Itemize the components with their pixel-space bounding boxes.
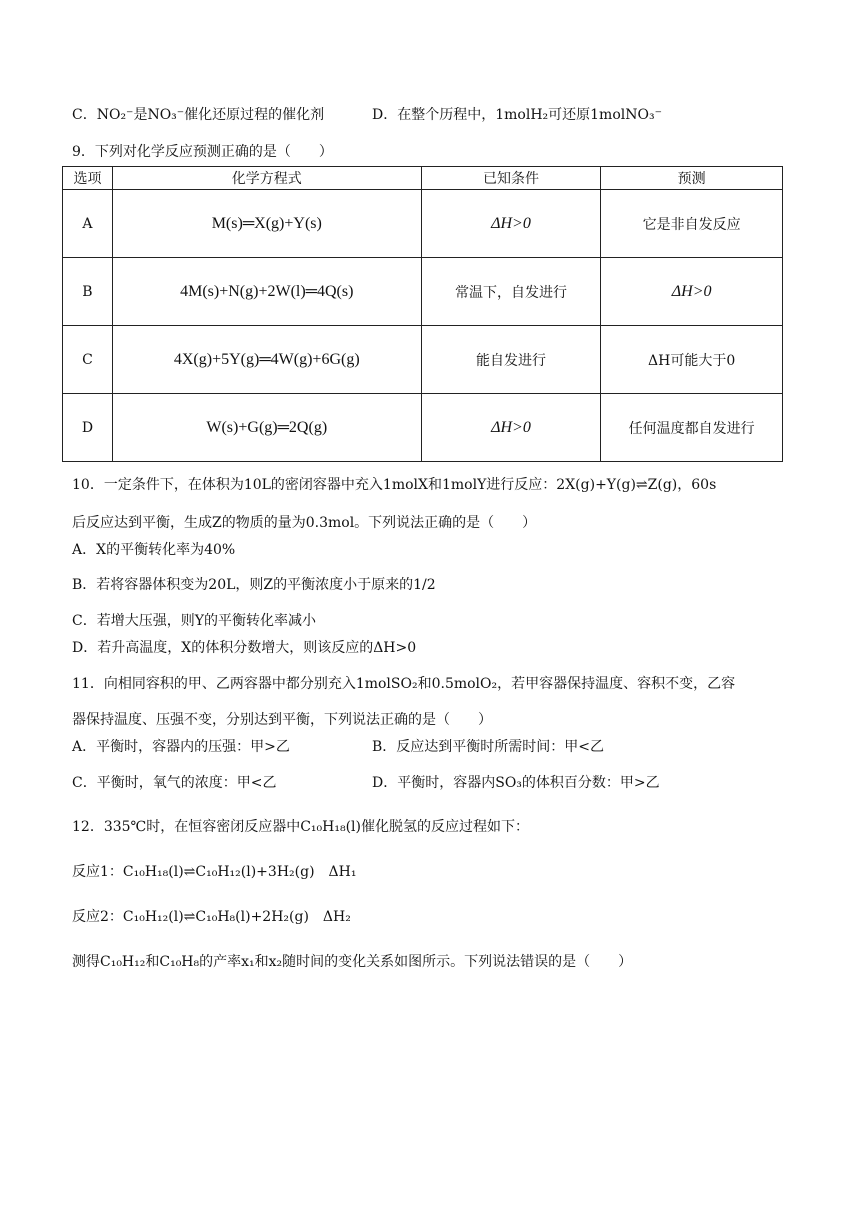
q11-option-a: A．平衡时，容器内的压强：甲>乙 <box>72 739 290 755</box>
q11-stem-line1: 11．向相同容积的甲、乙两容器中都分别充入1molSO₂和0.5molO₂，若甲容器保持温度、容积不变，乙容 <box>72 676 736 692</box>
q9-row-equation: 4X(g)+5Y(g)═4W(g)+6G(g) <box>112 326 421 394</box>
q9-row-prediction: ΔH>0 <box>601 258 783 326</box>
q10-stem-line2: 后反应达到平衡，生成Z的物质的量为0.3mol。下列说法正确的是（ ） <box>72 515 537 531</box>
q11-option-d: D．平衡时，容器内SO₃的体积百分数：甲>乙 <box>372 775 660 791</box>
q12-stem: 12．335℃时，在恒容密闭反应器中C₁₀H₁₈(l)催化脱氢的反应过程如下： <box>72 819 529 835</box>
q9-header-equation: 化学方程式 <box>112 167 421 190</box>
q9-row-equation: M(s)═X(g)+Y(s) <box>112 190 421 258</box>
q9-row-option: A <box>63 190 113 258</box>
q9-row-d <box>63 394 783 462</box>
q9-row-prediction: ΔH可能大于0 <box>601 326 783 394</box>
q12-reaction-1: 反应1：C₁₀H₁₈(l)⇌C₁₀H₁₂(l)+3H₂(g) ΔH₁ <box>72 864 357 880</box>
q9-row-prediction: 它是非自发反应 <box>601 190 783 258</box>
q12-tail: 测得C₁₀H₁₂和C₁₀H₈的产率x₁和x₂随时间的变化关系如图所示。下列说法错误的是（ ） <box>72 954 633 970</box>
q8-option-d: D．在整个历程中，1molH₂可还原1molNO₃⁻ <box>372 107 662 123</box>
q10-option-a: A．X的平衡转化率为40% <box>72 542 236 558</box>
q10-option-c: C．若增大压强，则Y的平衡转化率减小 <box>72 613 316 629</box>
q9-stem: 9．下列对化学反应预测正确的是（ ） <box>72 144 333 160</box>
q9-table <box>62 166 783 462</box>
q9-row-option: B <box>63 258 113 326</box>
q11-option-b: B．反应达到平衡时所需时间：甲<乙 <box>372 739 605 755</box>
q9-row-prediction: 任何温度都自发进行 <box>601 394 783 462</box>
q9-header-condition: 已知条件 <box>421 167 601 190</box>
q9-table-header <box>63 167 783 190</box>
q11-option-c: C．平衡时，氧气的浓度：甲<乙 <box>72 775 277 791</box>
q9-row-option: D <box>63 394 113 462</box>
q9-row-c <box>63 326 783 394</box>
q9-row-equation: 4M(s)+N(g)+2W(l)═4Q(s) <box>112 258 421 326</box>
q12-reaction-2: 反应2：C₁₀H₁₂(l)⇌C₁₀H₈(l)+2H₂(g) ΔH₂ <box>72 909 351 925</box>
q10-option-d: D．若升高温度，X的体积分数增大，则该反应的ΔH>0 <box>72 640 417 656</box>
q9-row-option: C <box>63 326 113 394</box>
q9-header-prediction: 预测 <box>601 167 783 190</box>
q9-row-equation: W(s)+G(g)═2Q(g) <box>112 394 421 462</box>
q9-row-condition: ΔH>0 <box>421 394 601 462</box>
q10-option-b: B．若将容器体积变为20L，则Z的平衡浓度小于原来的1/2 <box>72 577 436 593</box>
q9-row-a <box>63 190 783 258</box>
q10-stem-line1: 10．一定条件下，在体积为10L的密闭容器中充入1molX和1molY进行反应：2X(g)+Y(g)⇌Z(g)，60s <box>72 477 717 493</box>
q9-row-b <box>63 258 783 326</box>
q8-option-c: C．NO₂⁻是NO₃⁻催化还原过程的催化剂 <box>72 107 325 123</box>
q9-row-condition: 常温下，自发进行 <box>421 258 601 326</box>
q9-row-condition: ΔH>0 <box>421 190 601 258</box>
q9-header-option: 选项 <box>63 167 113 190</box>
q9-row-condition: 能自发进行 <box>421 326 601 394</box>
q11-stem-line2: 器保持温度、压强不变，分别达到平衡，下列说法正确的是（ ） <box>72 712 492 728</box>
